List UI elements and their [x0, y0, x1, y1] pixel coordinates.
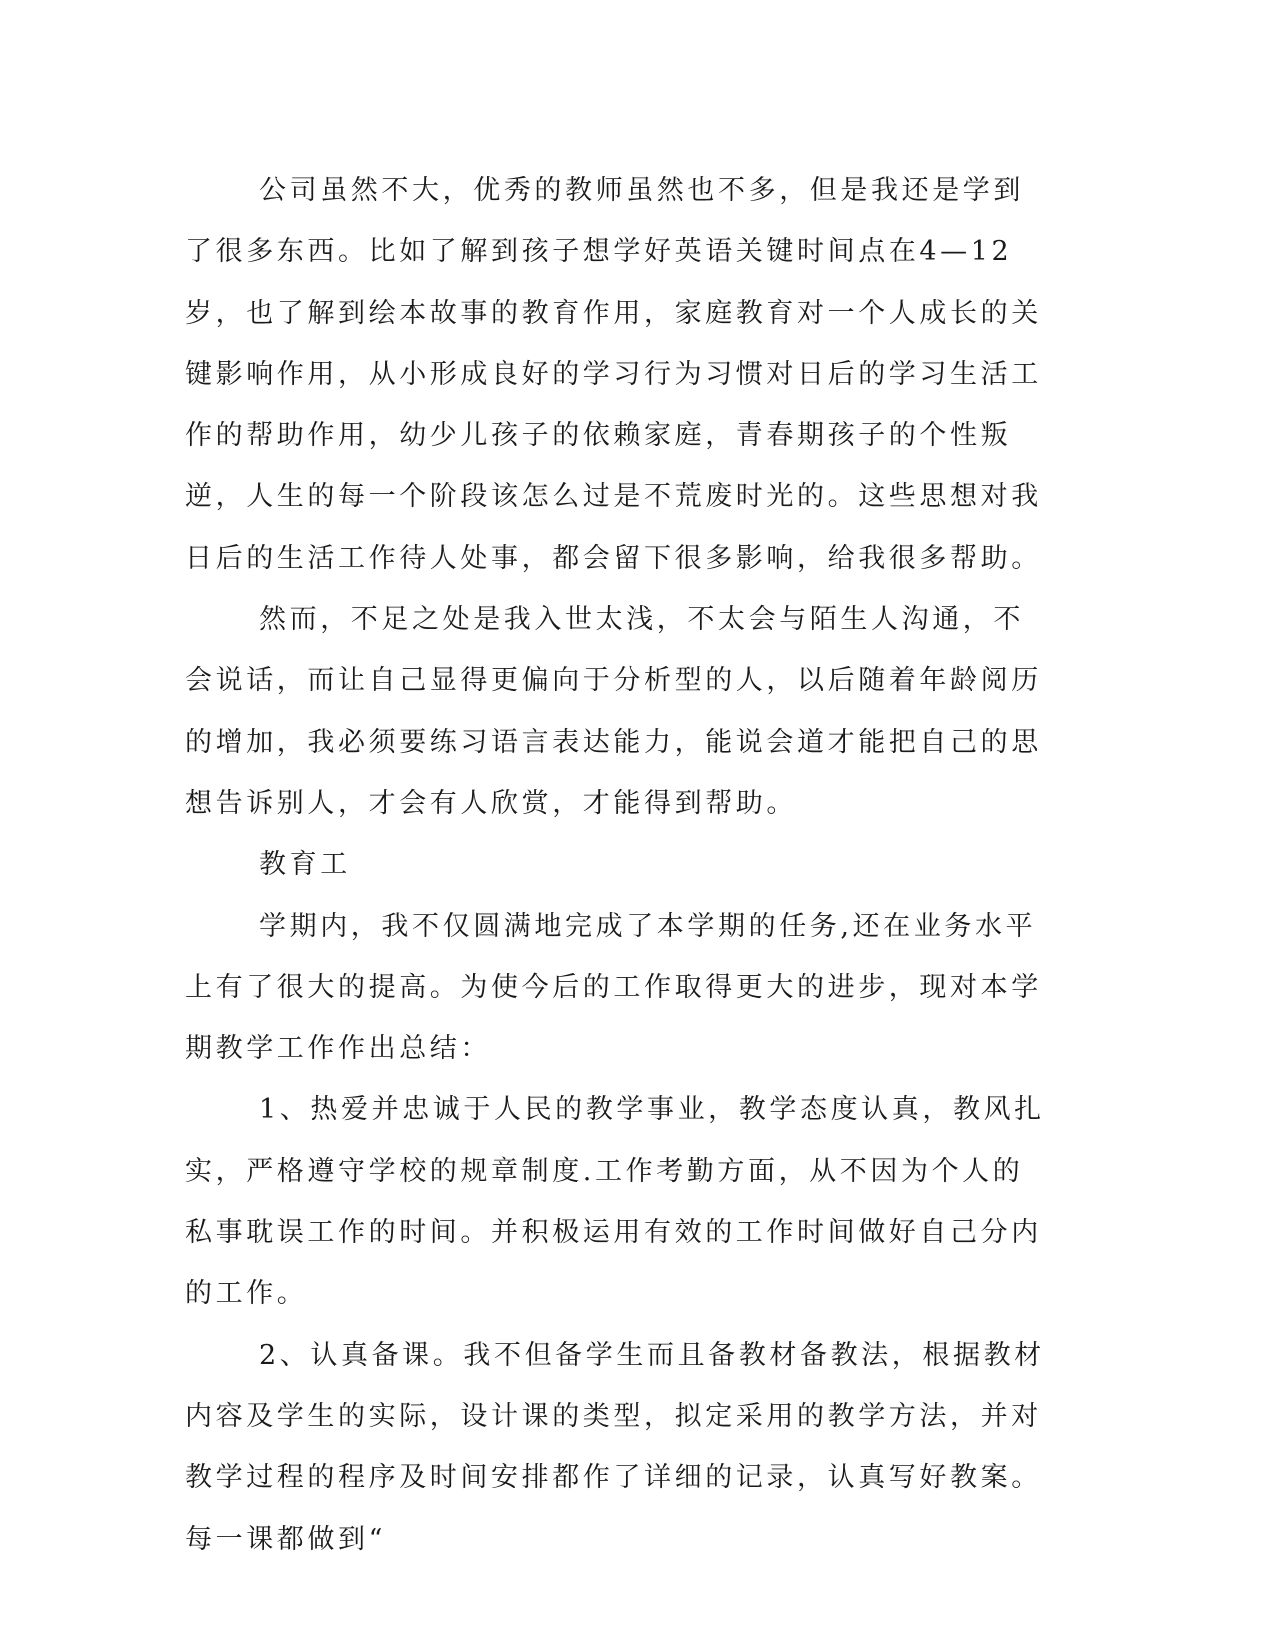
- paragraph-point-1: 1、热爱并忠诚于人民的教学事业，教学态度认真，教风扎实，严格遵守学校的规章制度.工作考勤方面，从不因为个人的私事耽误工作的时间。并积极运用有效的工作时间做好自己分内的工作。: [185, 1094, 1045, 1310]
- paragraph-semester-intro: 学期内，我不仅圆满地完成了本学期的任务,还在业务水平上有了很大的提高。为使今后的工作取得更大的进步，现对本学期教学工作作出总结：: [185, 910, 1042, 1065]
- paragraph-shortcomings: 然而，不足之处是我入世太浅，不太会与陌生人沟通，不会说话，而让自己显得更偏向于分析型的人，以后随着年龄阅历的增加，我必须要练习语言表达能力，能说会道才能把自己的思想告诉别人，才会有人欣赏，才能得到帮助。: [185, 604, 1042, 819]
- paragraph-point-2: 2、认真备课。我不但备学生而且备教材备教法，根据教材内容及学生的实际，设计课的类型，拟定采用的教学方法，并对教学过程的程序及时间安排都作了详细的记录，认真写好教案。每一课都做到“: [185, 1339, 1045, 1555]
- document-body: [185, 160, 1045, 1570]
- paragraph-company-learning: 公司虽然不大，优秀的教师虽然也不多，但是我还是学到了很多东西。比如了解到孩子想学好英语关键时间点在4—12岁，也了解到绘本故事的教育作用，家庭教育对一个人成长的关键影响作用，从小形成良好的学习行为习惯对日后的学习生活工作的帮助作用，幼少儿孩子的依赖家庭，青春期孩子的个性叛逆，人生的每一个阶段该怎么过是不荒废时光的。这些思想对我日后的生活工作待人处事，都会留下很多影响，给我很多帮助。: [185, 175, 1042, 574]
- section-heading: 教育工: [259, 849, 351, 881]
